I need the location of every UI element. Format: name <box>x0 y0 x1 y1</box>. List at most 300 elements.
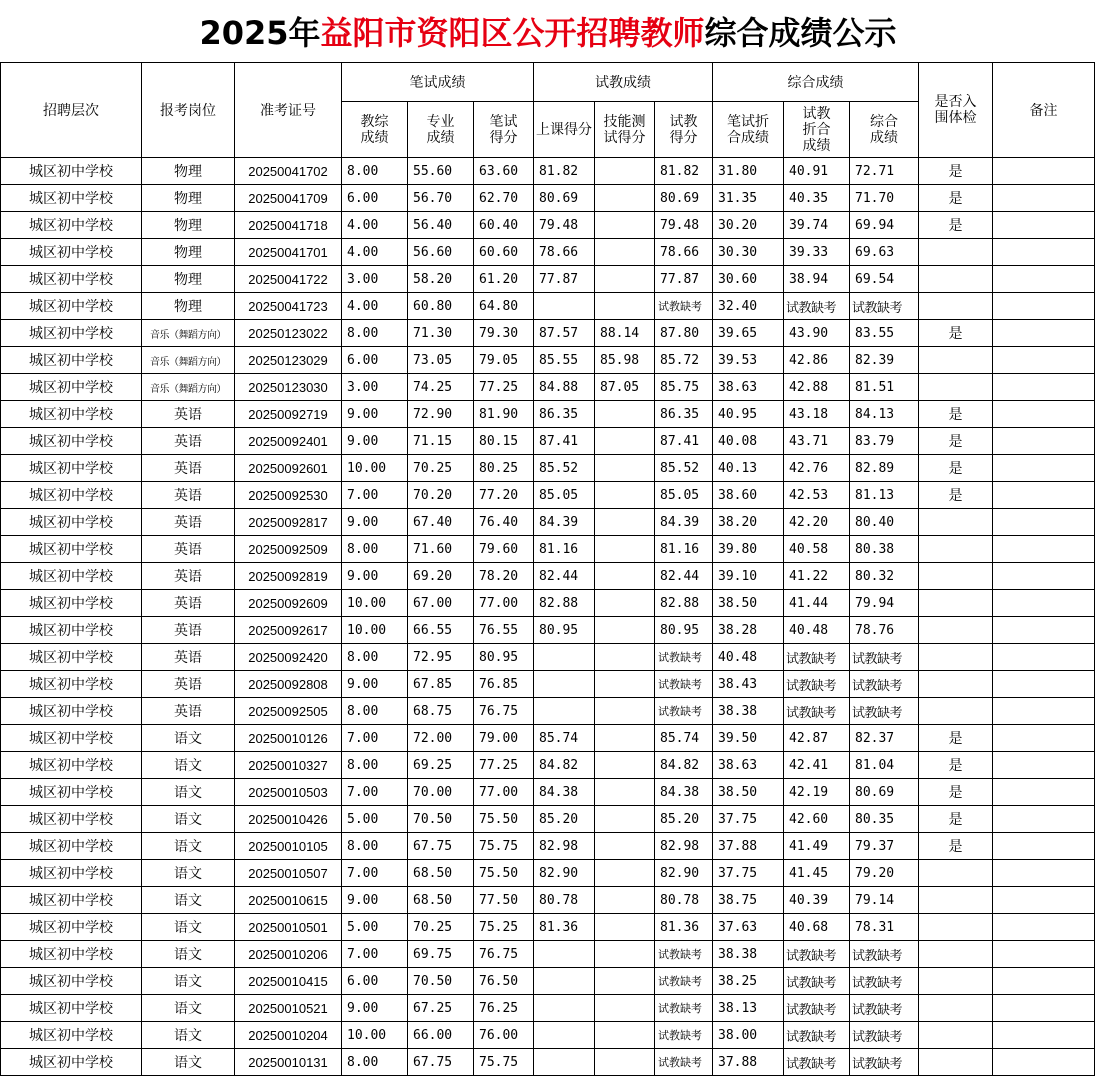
cell-teaching-total: 85.20 <box>655 806 713 833</box>
cell-lecture-score: 80.95 <box>534 617 595 644</box>
table-row <box>1 698 1095 725</box>
cell-composite-total: 72.71 <box>850 158 919 185</box>
cell-level: 城区初中学校 <box>1 158 142 185</box>
table-row <box>1 482 1095 509</box>
cell-physical: 是 <box>919 833 993 860</box>
cell-position: 英语 <box>142 671 235 698</box>
cell-comprehensive-score: 8.00 <box>342 320 408 347</box>
cell-composite-total: 80.35 <box>850 806 919 833</box>
cell-comprehensive-score: 8.00 <box>342 1049 408 1076</box>
cell-skill-score <box>595 563 655 590</box>
cell-position: 语文 <box>142 806 235 833</box>
cell-composite-total: 84.13 <box>850 401 919 428</box>
cell-lecture-score <box>534 1049 595 1076</box>
cell-remarks <box>993 536 1095 563</box>
cell-skill-score: 85.98 <box>595 347 655 374</box>
cell-teaching-converted: 38.94 <box>784 266 850 293</box>
cell-written-total: 76.75 <box>474 941 534 968</box>
cell-professional-score: 70.50 <box>408 968 474 995</box>
cell-teaching-converted: 试教缺考 <box>784 644 850 671</box>
cell-teaching-converted: 42.87 <box>784 725 850 752</box>
cell-composite-total: 79.14 <box>850 887 919 914</box>
cell-level: 城区初中学校 <box>1 887 142 914</box>
cell-teaching-converted: 42.19 <box>784 779 850 806</box>
cell-written-total: 78.20 <box>474 563 534 590</box>
cell-level: 城区初中学校 <box>1 914 142 941</box>
cell-written-total: 75.75 <box>474 1049 534 1076</box>
cell-skill-score <box>595 698 655 725</box>
cell-teaching-converted: 试教缺考 <box>784 1022 850 1049</box>
cell-composite-total: 试教缺考 <box>850 1049 919 1076</box>
cell-level: 城区初中学校 <box>1 293 142 320</box>
table-row <box>1 1049 1095 1076</box>
cell-written-converted: 38.13 <box>713 995 784 1022</box>
cell-remarks <box>993 320 1095 347</box>
cell-composite-total: 80.40 <box>850 509 919 536</box>
table-row <box>1 995 1095 1022</box>
table-row <box>1 1022 1095 1049</box>
cell-teaching-converted: 试教缺考 <box>784 1049 850 1076</box>
cell-skill-score <box>595 1022 655 1049</box>
cell-lecture-score: 81.36 <box>534 914 595 941</box>
cell-physical <box>919 347 993 374</box>
cell-physical <box>919 1022 993 1049</box>
cell-professional-score: 71.60 <box>408 536 474 563</box>
cell-remarks <box>993 563 1095 590</box>
cell-written-converted: 37.63 <box>713 914 784 941</box>
cell-composite-total: 69.54 <box>850 266 919 293</box>
table-row <box>1 563 1095 590</box>
cell-teaching-converted: 40.35 <box>784 185 850 212</box>
cell-level: 城区初中学校 <box>1 482 142 509</box>
cell-position: 音乐（舞蹈方向） <box>142 347 235 374</box>
table-row <box>1 455 1095 482</box>
cell-written-converted: 38.75 <box>713 887 784 914</box>
cell-teaching-total: 82.98 <box>655 833 713 860</box>
cell-professional-score: 73.05 <box>408 347 474 374</box>
cell-professional-score: 66.55 <box>408 617 474 644</box>
cell-position: 语文 <box>142 725 235 752</box>
cell-teaching-converted: 42.86 <box>784 347 850 374</box>
cell-lecture-score: 85.20 <box>534 806 595 833</box>
table-row <box>1 860 1095 887</box>
cell-teaching-converted: 42.41 <box>784 752 850 779</box>
cell-exam-id: 20250010204 <box>235 1022 342 1049</box>
header-exam-id: 准考证号 <box>235 63 342 158</box>
cell-comprehensive-score: 8.00 <box>342 158 408 185</box>
cell-level: 城区初中学校 <box>1 644 142 671</box>
cell-remarks <box>993 401 1095 428</box>
cell-written-converted: 38.00 <box>713 1022 784 1049</box>
cell-level: 城区初中学校 <box>1 725 142 752</box>
cell-lecture-score <box>534 698 595 725</box>
cell-written-total: 80.15 <box>474 428 534 455</box>
cell-position: 英语 <box>142 590 235 617</box>
cell-level: 城区初中学校 <box>1 185 142 212</box>
table-row <box>1 293 1095 320</box>
cell-exam-id: 20250092509 <box>235 536 342 563</box>
cell-comprehensive-score: 4.00 <box>342 293 408 320</box>
cell-comprehensive-score: 8.00 <box>342 752 408 779</box>
cell-teaching-converted: 39.33 <box>784 239 850 266</box>
cell-written-converted: 39.65 <box>713 320 784 347</box>
cell-exam-id: 20250123022 <box>235 320 342 347</box>
cell-physical <box>919 509 993 536</box>
cell-skill-score <box>595 509 655 536</box>
cell-skill-score <box>595 212 655 239</box>
table-row <box>1 968 1095 995</box>
cell-physical <box>919 860 993 887</box>
cell-professional-score: 70.20 <box>408 482 474 509</box>
cell-physical <box>919 536 993 563</box>
cell-composite-total: 79.94 <box>850 590 919 617</box>
cell-physical <box>919 374 993 401</box>
cell-skill-score <box>595 806 655 833</box>
header-written-total: 笔试得分 <box>474 102 534 158</box>
cell-exam-id: 20250010206 <box>235 941 342 968</box>
cell-lecture-score: 85.55 <box>534 347 595 374</box>
cell-comprehensive-score: 5.00 <box>342 806 408 833</box>
table-row <box>1 401 1095 428</box>
cell-written-total: 62.70 <box>474 185 534 212</box>
cell-level: 城区初中学校 <box>1 374 142 401</box>
cell-written-converted: 37.75 <box>713 806 784 833</box>
cell-composite-total: 试教缺考 <box>850 293 919 320</box>
cell-position: 语文 <box>142 995 235 1022</box>
cell-written-total: 64.80 <box>474 293 534 320</box>
header-professional-score: 专业成绩 <box>408 102 474 158</box>
cell-skill-score <box>595 995 655 1022</box>
cell-written-converted: 38.20 <box>713 509 784 536</box>
cell-composite-total: 试教缺考 <box>850 1022 919 1049</box>
cell-professional-score: 60.80 <box>408 293 474 320</box>
cell-written-total: 80.95 <box>474 644 534 671</box>
cell-composite-total: 81.51 <box>850 374 919 401</box>
cell-professional-score: 67.85 <box>408 671 474 698</box>
cell-remarks <box>993 374 1095 401</box>
cell-position: 音乐（舞蹈方向） <box>142 374 235 401</box>
page-title <box>0 0 1096 62</box>
cell-teaching-total: 77.87 <box>655 266 713 293</box>
cell-physical <box>919 293 993 320</box>
cell-written-converted: 31.35 <box>713 185 784 212</box>
cell-teaching-total: 80.95 <box>655 617 713 644</box>
cell-teaching-total: 试教缺考 <box>655 698 713 725</box>
cell-position: 音乐（舞蹈方向） <box>142 320 235 347</box>
cell-exam-id: 20250041701 <box>235 239 342 266</box>
table-row <box>1 212 1095 239</box>
cell-teaching-converted: 43.71 <box>784 428 850 455</box>
cell-lecture-score <box>534 1022 595 1049</box>
cell-skill-score <box>595 428 655 455</box>
cell-skill-score <box>595 617 655 644</box>
cell-level: 城区初中学校 <box>1 455 142 482</box>
cell-professional-score: 70.25 <box>408 914 474 941</box>
cell-lecture-score: 87.57 <box>534 320 595 347</box>
cell-teaching-total: 82.90 <box>655 860 713 887</box>
cell-skill-score <box>595 752 655 779</box>
cell-written-converted: 38.50 <box>713 779 784 806</box>
cell-level: 城区初中学校 <box>1 698 142 725</box>
cell-lecture-score: 84.38 <box>534 779 595 806</box>
cell-remarks <box>993 266 1095 293</box>
header-teaching-group: 试教成绩 <box>534 63 713 102</box>
cell-skill-score <box>595 293 655 320</box>
cell-teaching-total: 试教缺考 <box>655 293 713 320</box>
table-row <box>1 347 1095 374</box>
cell-teaching-total: 85.74 <box>655 725 713 752</box>
cell-skill-score <box>595 590 655 617</box>
cell-written-total: 79.00 <box>474 725 534 752</box>
table-row <box>1 833 1095 860</box>
cell-teaching-converted: 39.74 <box>784 212 850 239</box>
cell-professional-score: 55.60 <box>408 158 474 185</box>
cell-written-converted: 38.63 <box>713 752 784 779</box>
cell-exam-id: 20250010327 <box>235 752 342 779</box>
table-row <box>1 671 1095 698</box>
table-row <box>1 887 1095 914</box>
cell-composite-total: 78.76 <box>850 617 919 644</box>
cell-composite-total: 83.79 <box>850 428 919 455</box>
cell-teaching-total: 试教缺考 <box>655 1049 713 1076</box>
cell-teaching-total: 试教缺考 <box>655 644 713 671</box>
cell-written-total: 76.25 <box>474 995 534 1022</box>
cell-composite-total: 80.32 <box>850 563 919 590</box>
cell-comprehensive-score: 9.00 <box>342 509 408 536</box>
cell-lecture-score: 81.16 <box>534 536 595 563</box>
cell-level: 城区初中学校 <box>1 833 142 860</box>
cell-physical: 是 <box>919 455 993 482</box>
cell-composite-total: 81.13 <box>850 482 919 509</box>
cell-skill-score <box>595 671 655 698</box>
cell-written-total: 61.20 <box>474 266 534 293</box>
cell-written-total: 76.50 <box>474 968 534 995</box>
cell-physical <box>919 590 993 617</box>
cell-written-converted: 38.50 <box>713 590 784 617</box>
cell-teaching-total: 84.82 <box>655 752 713 779</box>
cell-exam-id: 20250041723 <box>235 293 342 320</box>
cell-position: 英语 <box>142 644 235 671</box>
cell-exam-id: 20250041718 <box>235 212 342 239</box>
cell-physical <box>919 1049 993 1076</box>
cell-level: 城区初中学校 <box>1 509 142 536</box>
cell-written-total: 75.50 <box>474 806 534 833</box>
cell-physical: 是 <box>919 779 993 806</box>
cell-composite-total: 71.70 <box>850 185 919 212</box>
cell-physical <box>919 968 993 995</box>
cell-level: 城区初中学校 <box>1 239 142 266</box>
cell-physical <box>919 239 993 266</box>
cell-skill-score <box>595 725 655 752</box>
cell-composite-total: 83.55 <box>850 320 919 347</box>
cell-teaching-converted: 42.60 <box>784 806 850 833</box>
cell-lecture-score: 79.48 <box>534 212 595 239</box>
cell-teaching-total: 80.78 <box>655 887 713 914</box>
cell-composite-total: 试教缺考 <box>850 995 919 1022</box>
header-physical: 是否入围体检 <box>919 63 993 158</box>
cell-written-total: 80.25 <box>474 455 534 482</box>
cell-comprehensive-score: 8.00 <box>342 833 408 860</box>
cell-remarks <box>993 158 1095 185</box>
cell-exam-id: 20250092420 <box>235 644 342 671</box>
cell-position: 英语 <box>142 401 235 428</box>
title-prefix: 2025年 <box>199 14 321 52</box>
cell-remarks <box>993 725 1095 752</box>
cell-comprehensive-score: 9.00 <box>342 887 408 914</box>
cell-skill-score: 87.05 <box>595 374 655 401</box>
cell-comprehensive-score: 7.00 <box>342 941 408 968</box>
cell-teaching-total: 79.48 <box>655 212 713 239</box>
cell-level: 城区初中学校 <box>1 671 142 698</box>
header-level: 招聘层次 <box>1 63 142 158</box>
cell-exam-id: 20250092401 <box>235 428 342 455</box>
cell-physical: 是 <box>919 401 993 428</box>
cell-teaching-total: 试教缺考 <box>655 995 713 1022</box>
cell-teaching-converted: 试教缺考 <box>784 941 850 968</box>
cell-written-total: 75.75 <box>474 833 534 860</box>
cell-teaching-total: 78.66 <box>655 239 713 266</box>
cell-comprehensive-score: 3.00 <box>342 374 408 401</box>
cell-lecture-score: 82.44 <box>534 563 595 590</box>
cell-lecture-score: 85.74 <box>534 725 595 752</box>
cell-teaching-converted: 41.45 <box>784 860 850 887</box>
cell-composite-total: 81.04 <box>850 752 919 779</box>
cell-lecture-score: 87.41 <box>534 428 595 455</box>
cell-position: 语文 <box>142 752 235 779</box>
cell-composite-total: 80.38 <box>850 536 919 563</box>
table-row <box>1 779 1095 806</box>
cell-composite-total: 78.31 <box>850 914 919 941</box>
table-row <box>1 806 1095 833</box>
cell-professional-score: 68.50 <box>408 887 474 914</box>
cell-physical <box>919 941 993 968</box>
cell-lecture-score <box>534 941 595 968</box>
cell-teaching-converted: 40.91 <box>784 158 850 185</box>
cell-teaching-converted: 41.49 <box>784 833 850 860</box>
cell-professional-score: 56.70 <box>408 185 474 212</box>
cell-position: 英语 <box>142 455 235 482</box>
cell-remarks <box>993 698 1095 725</box>
cell-skill-score <box>595 833 655 860</box>
cell-written-converted: 31.80 <box>713 158 784 185</box>
cell-professional-score: 74.25 <box>408 374 474 401</box>
cell-skill-score <box>595 941 655 968</box>
cell-comprehensive-score: 7.00 <box>342 779 408 806</box>
cell-remarks <box>993 293 1095 320</box>
cell-comprehensive-score: 10.00 <box>342 617 408 644</box>
cell-written-total: 76.55 <box>474 617 534 644</box>
cell-written-total: 77.00 <box>474 779 534 806</box>
cell-remarks <box>993 941 1095 968</box>
cell-composite-total: 试教缺考 <box>850 698 919 725</box>
cell-professional-score: 68.50 <box>408 860 474 887</box>
cell-physical <box>919 644 993 671</box>
cell-level: 城区初中学校 <box>1 1049 142 1076</box>
cell-skill-score <box>595 266 655 293</box>
cell-position: 英语 <box>142 509 235 536</box>
cell-skill-score <box>595 860 655 887</box>
cell-level: 城区初中学校 <box>1 617 142 644</box>
cell-composite-total: 试教缺考 <box>850 671 919 698</box>
cell-teaching-converted: 试教缺考 <box>784 968 850 995</box>
cell-remarks <box>993 887 1095 914</box>
cell-position: 英语 <box>142 698 235 725</box>
cell-comprehensive-score: 9.00 <box>342 671 408 698</box>
cell-teaching-total: 试教缺考 <box>655 968 713 995</box>
cell-professional-score: 67.75 <box>408 1049 474 1076</box>
header-comprehensive-score: 教综成绩 <box>342 102 408 158</box>
cell-written-total: 75.25 <box>474 914 534 941</box>
cell-written-converted: 38.28 <box>713 617 784 644</box>
cell-professional-score: 70.25 <box>408 455 474 482</box>
cell-level: 城区初中学校 <box>1 806 142 833</box>
cell-teaching-total: 87.41 <box>655 428 713 455</box>
cell-physical: 是 <box>919 185 993 212</box>
table-row <box>1 509 1095 536</box>
header-lecture-score: 上课得分 <box>534 102 595 158</box>
cell-written-total: 63.60 <box>474 158 534 185</box>
cell-professional-score: 69.75 <box>408 941 474 968</box>
cell-composite-total: 试教缺考 <box>850 968 919 995</box>
cell-teaching-total: 85.05 <box>655 482 713 509</box>
cell-teaching-converted: 40.68 <box>784 914 850 941</box>
cell-skill-score <box>595 158 655 185</box>
cell-teaching-converted: 试教缺考 <box>784 698 850 725</box>
cell-comprehensive-score: 10.00 <box>342 455 408 482</box>
cell-written-converted: 38.38 <box>713 941 784 968</box>
cell-remarks <box>993 185 1095 212</box>
cell-comprehensive-score: 7.00 <box>342 860 408 887</box>
cell-professional-score: 56.40 <box>408 212 474 239</box>
header-composite-total: 综合成绩 <box>850 102 919 158</box>
cell-level: 城区初中学校 <box>1 995 142 1022</box>
cell-lecture-score: 81.82 <box>534 158 595 185</box>
cell-lecture-score <box>534 968 595 995</box>
cell-physical: 是 <box>919 806 993 833</box>
cell-written-converted: 39.80 <box>713 536 784 563</box>
cell-physical <box>919 914 993 941</box>
cell-professional-score: 70.00 <box>408 779 474 806</box>
cell-written-converted: 40.48 <box>713 644 784 671</box>
cell-remarks <box>993 590 1095 617</box>
cell-skill-score <box>595 644 655 671</box>
cell-professional-score: 66.00 <box>408 1022 474 1049</box>
cell-lecture-score: 86.35 <box>534 401 595 428</box>
cell-position: 英语 <box>142 617 235 644</box>
cell-physical: 是 <box>919 320 993 347</box>
cell-teaching-total: 试教缺考 <box>655 671 713 698</box>
cell-teaching-converted: 试教缺考 <box>784 293 850 320</box>
cell-position: 英语 <box>142 536 235 563</box>
cell-written-converted: 38.25 <box>713 968 784 995</box>
header-position: 报考岗位 <box>142 63 235 158</box>
cell-position: 物理 <box>142 239 235 266</box>
table-row <box>1 239 1095 266</box>
cell-professional-score: 69.20 <box>408 563 474 590</box>
cell-composite-total: 试教缺考 <box>850 644 919 671</box>
cell-skill-score: 88.14 <box>595 320 655 347</box>
cell-professional-score: 70.50 <box>408 806 474 833</box>
cell-physical <box>919 887 993 914</box>
cell-teaching-total: 81.16 <box>655 536 713 563</box>
cell-exam-id: 20250092819 <box>235 563 342 590</box>
cell-remarks <box>993 752 1095 779</box>
cell-level: 城区初中学校 <box>1 1022 142 1049</box>
cell-written-converted: 32.40 <box>713 293 784 320</box>
cell-written-total: 77.25 <box>474 374 534 401</box>
cell-written-converted: 40.13 <box>713 455 784 482</box>
cell-written-converted: 39.10 <box>713 563 784 590</box>
